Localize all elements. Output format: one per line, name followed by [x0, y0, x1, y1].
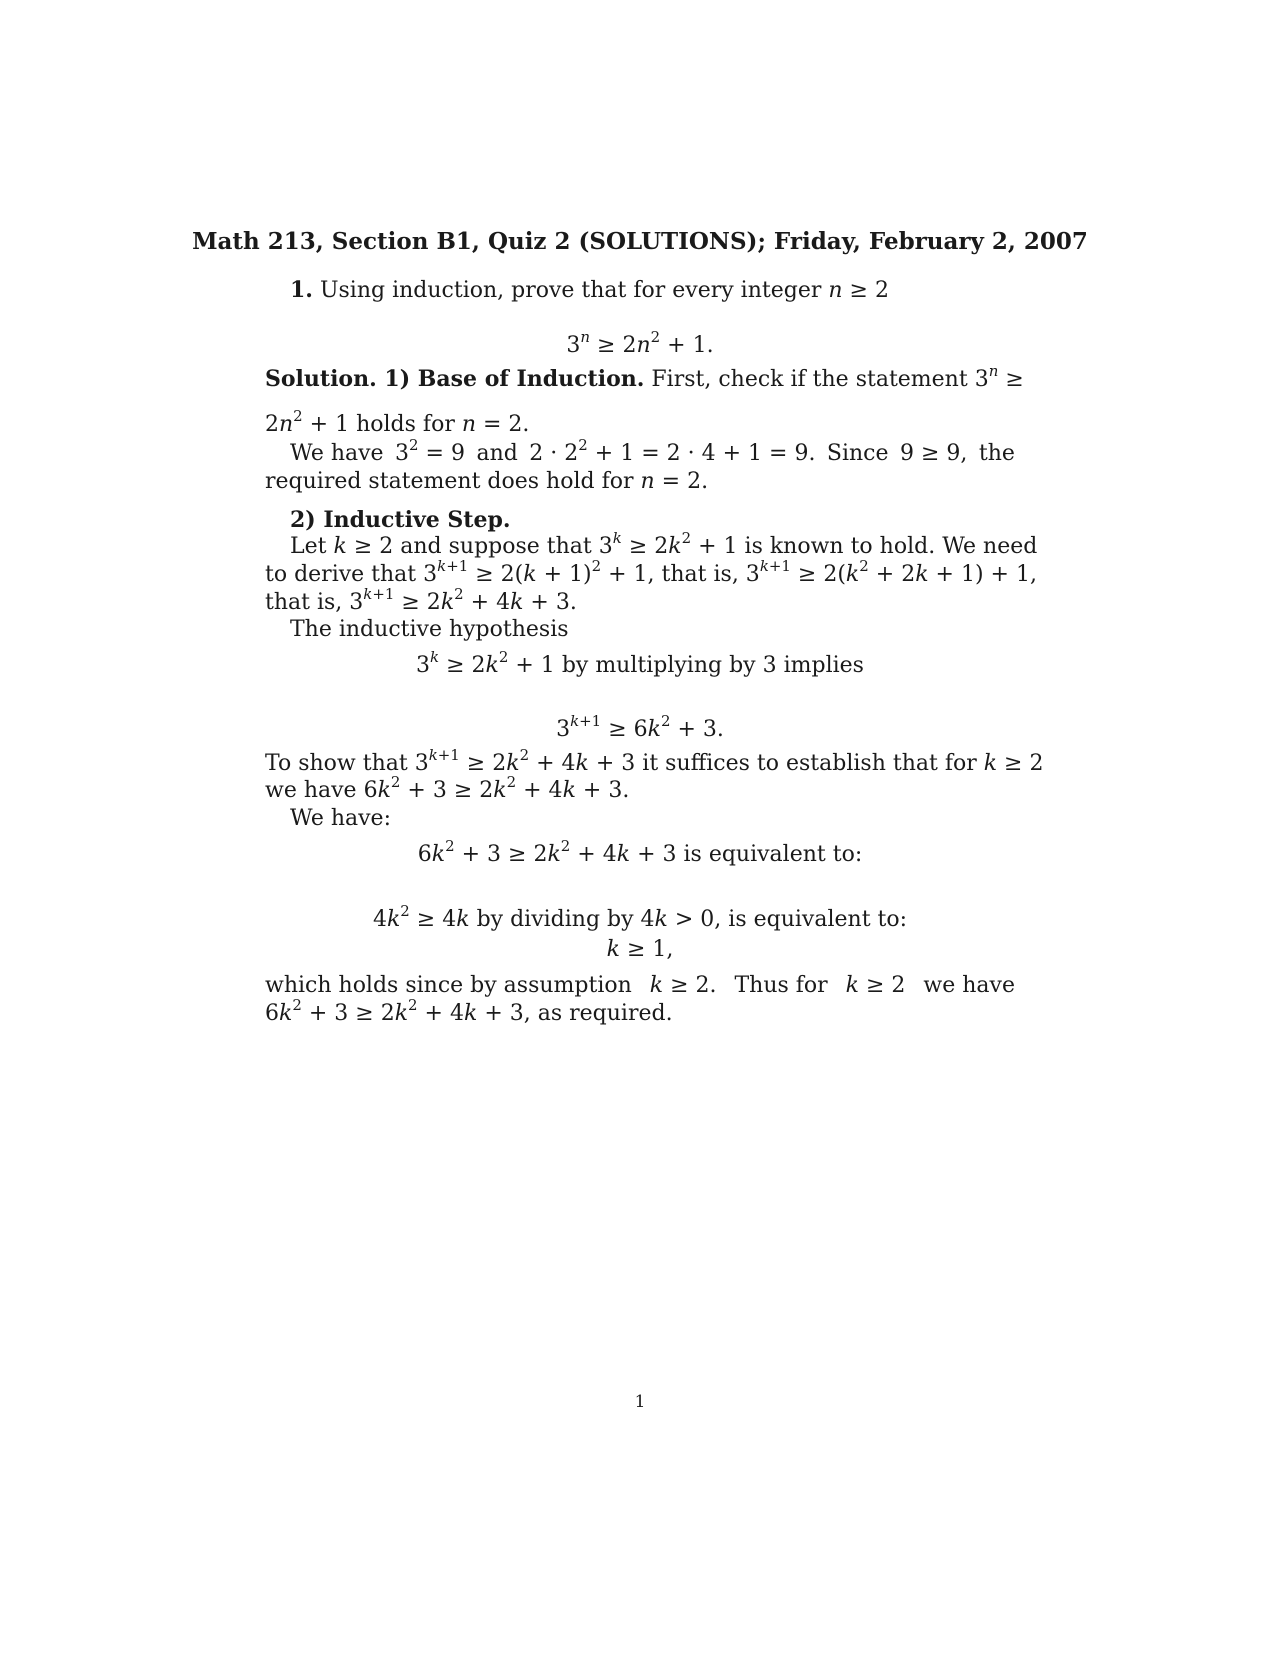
inductive-step-heading: 2) Inductive Step.	[290, 507, 511, 533]
solution-intro: Solution. 1) Base of Induction. First, check if the statement $3^n$ ≥	[265, 362, 1024, 392]
equivalence-2: $4k^2 \ge 4k$ by dividing by 4k > 0, is equivalent to:	[372, 902, 908, 932]
solution-label: Solution. 1) Base of Induction.	[265, 366, 645, 392]
implied-equation: $3^{k+1} \ge 6k^2 + 3$.	[556, 712, 724, 742]
page-number: 1	[634, 1392, 646, 1412]
problem-number: 1.	[290, 277, 313, 303]
conclusion-line-2: $6k^2 + 3 \ge 2k^2 + 4k + 3$, as required.	[265, 996, 673, 1026]
base-case-conclusion: required statement does hold for n = 2.	[265, 469, 709, 494]
page-title: Math 213, Section B1, Quiz 2 (SOLUTIONS); Friday, February 2, 2007	[192, 228, 1088, 255]
to-show-line-2: we have $6k^2 + 3 \ge 2k^2 + 4k + 3$.	[265, 773, 630, 803]
problem-statement: 1. Using induction, prove that for every integer n ≥ 2	[290, 277, 889, 303]
inductive-step-line-2: to derive that $3^{k+1} \ge 2(k + 1)^2 + 1$, that is, $3^{k+1} \ge 2(k^2 + 2k + 1) + 1$,	[265, 557, 1037, 587]
equivalence-3: k ≥ 1,	[606, 937, 674, 962]
equivalence-1: $6k^2 + 3 \ge 2k^2 + 4k + 3$ is equivalent to:	[417, 837, 863, 867]
inductive-step-line-3: that is, $3^{k+1} \ge 2k^2 + 4k + 3$.	[265, 585, 577, 615]
problem-equation: $3^n \ge 2n^2 + 1$.	[566, 328, 714, 358]
conclusion-line-1: which holds since by assumption k ≥ 2. Thus for k ≥ 2 we have	[265, 973, 1015, 998]
inductive-step-line-1: Let k ≥ 2 and suppose that $3^k \ge 2k^2 + 1$ is known to hold. We need	[290, 529, 1038, 559]
solution-intro-cont: $2n^2 + 1$ holds for n = 2.	[265, 407, 530, 437]
hypothesis-equation: $3^k \ge 2k^2 + 1$ by multiplying by 3 implies	[416, 648, 864, 678]
we-have-label: We have:	[290, 806, 391, 831]
base-case-line: We have $3^2 = 9$ and $2 \cdot 2^2 + 1 = 2 \cdot 4 + 1 = 9$. Since 9 ≥ 9, the	[290, 436, 1015, 466]
problem-text: Using induction, prove that for every integer	[319, 278, 822, 303]
to-show-line: To show that $3^{k+1} \ge 2k^2 + 4k + 3$ it suffices to establish that for k ≥ 2	[265, 746, 1044, 776]
hypothesis-intro: The inductive hypothesis	[290, 617, 569, 642]
